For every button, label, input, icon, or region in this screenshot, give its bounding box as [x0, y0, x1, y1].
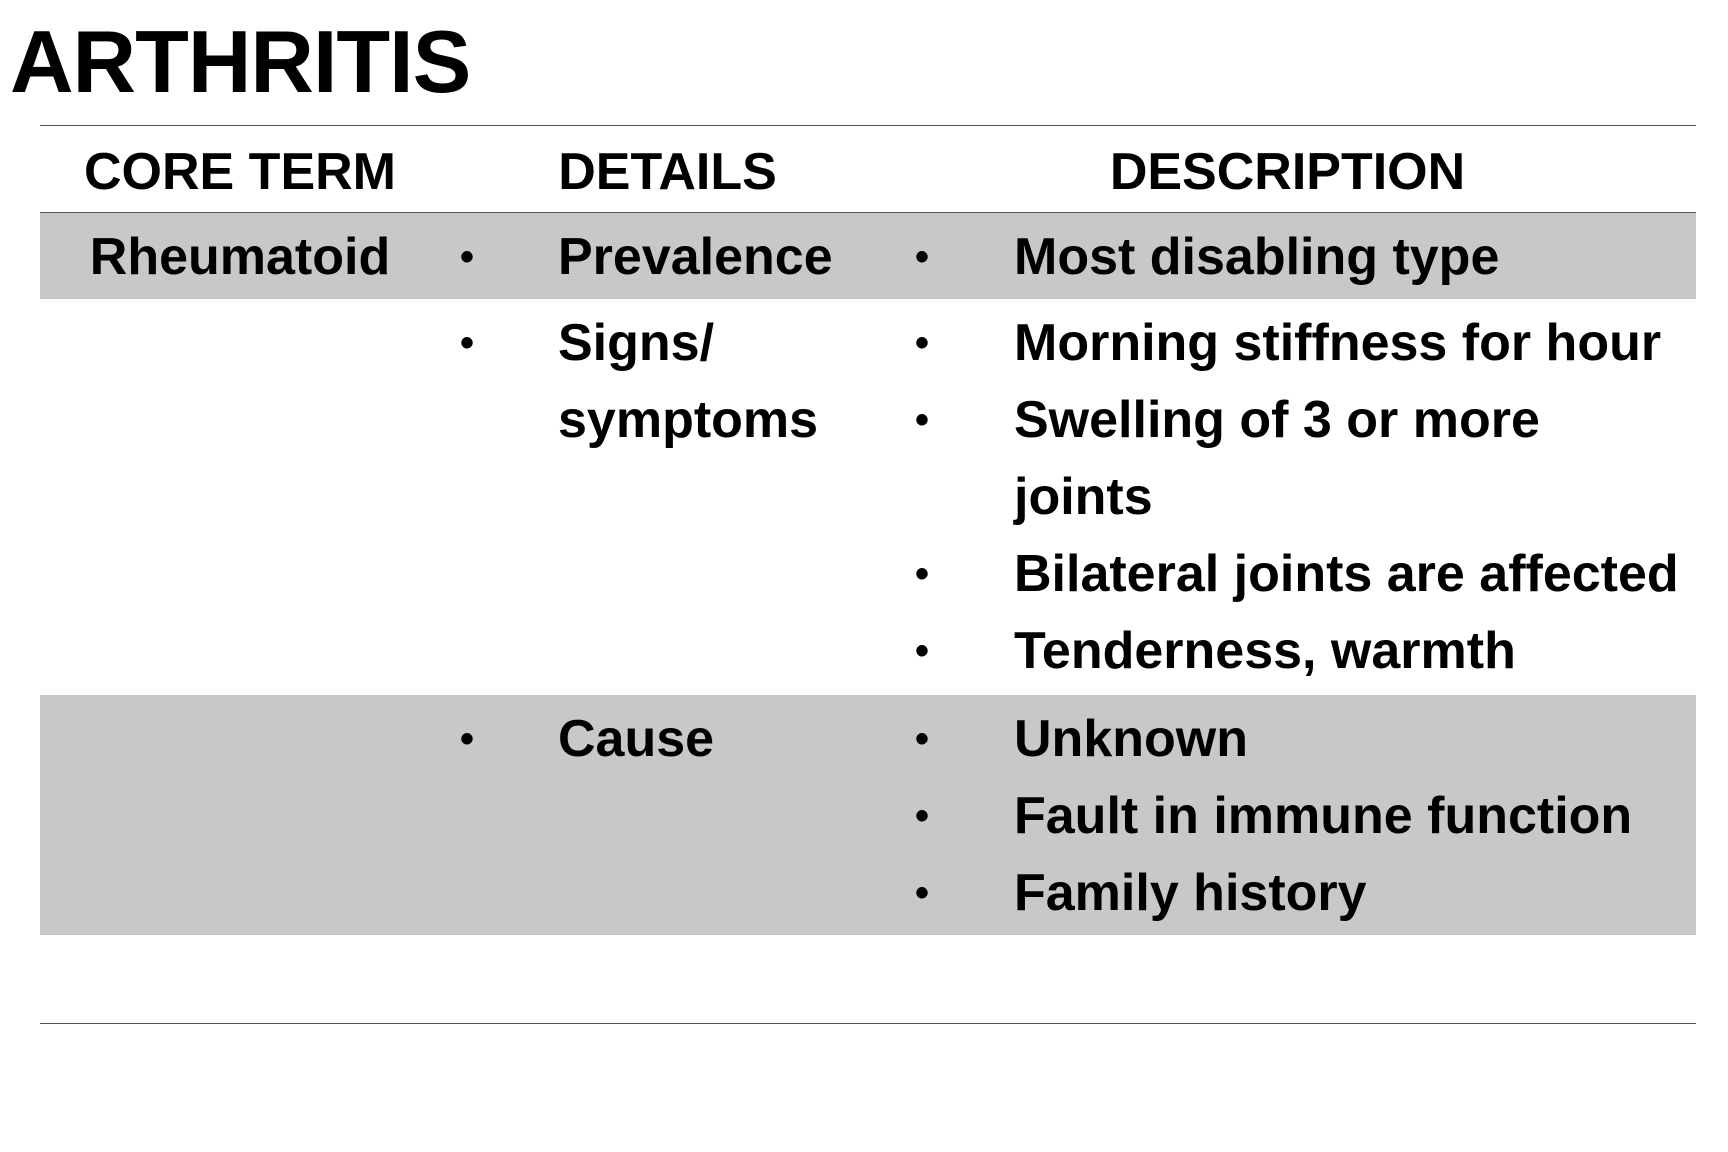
bullet-icon: • [915, 398, 930, 442]
slide-title: ARTHRITIS [10, 12, 471, 111]
details-cell [440, 305, 895, 459]
description-text: Swelling of 3 or more [1014, 391, 1540, 449]
list-item [895, 305, 1696, 382]
bullet-icon: • [915, 717, 930, 761]
list-item [895, 701, 1696, 778]
table-row [40, 695, 1696, 935]
description-text: Morning stiffness for hour [1014, 314, 1662, 372]
list-item [895, 536, 1696, 613]
table-bottom-rule [40, 1023, 1696, 1024]
bullet-icon: • [915, 321, 930, 365]
list-item-continuation [440, 382, 895, 459]
list-item [895, 219, 1696, 296]
description-text: Most disabling type [1014, 228, 1500, 286]
bullet-icon: • [915, 794, 930, 838]
description-cell [895, 305, 1696, 690]
bullet-icon: • [915, 629, 930, 673]
description-cell [895, 701, 1696, 932]
header-core-term: CORE TERM [84, 143, 396, 201]
header-description: DESCRIPTION [1109, 143, 1466, 201]
detail-text: Prevalence [558, 228, 833, 286]
table-row [40, 213, 1696, 299]
description-text: Tenderness, warmth [1014, 622, 1516, 680]
list-item [895, 855, 1696, 932]
table-top-rule [40, 125, 1696, 126]
description-text: Unknown [1014, 710, 1248, 768]
description-text: Bilateral joints are affected [1014, 545, 1679, 603]
description-text: Fault in immune function [1014, 787, 1633, 845]
bullet-icon: • [460, 321, 475, 365]
bullet-icon: • [915, 235, 930, 279]
description-text: Family history [1014, 864, 1367, 922]
detail-text: symptoms [558, 391, 819, 449]
bullet-icon: • [460, 235, 475, 279]
core-term-cell: Rheumatoid [89, 228, 391, 286]
description-text: joints [1014, 468, 1153, 526]
list-item [440, 701, 895, 778]
bullet-icon: • [915, 871, 930, 915]
list-item [440, 219, 895, 296]
details-cell [440, 219, 895, 296]
list-item [895, 613, 1696, 690]
bullet-icon: • [460, 717, 475, 761]
table-row [40, 299, 1696, 695]
description-cell [895, 219, 1696, 296]
bullet-icon: • [915, 552, 930, 596]
list-item-continuation [895, 459, 1696, 536]
list-item [440, 305, 895, 382]
detail-text: Cause [558, 710, 715, 768]
header-details: DETAILS [558, 143, 777, 201]
list-item [895, 382, 1696, 459]
list-item [895, 778, 1696, 855]
detail-text: Signs/ [558, 314, 715, 372]
details-cell [440, 701, 895, 778]
